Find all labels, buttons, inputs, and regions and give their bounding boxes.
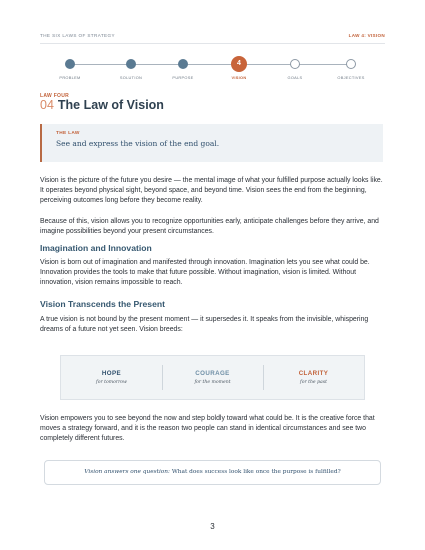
law-number: 04 [40,98,54,112]
breed-word: CLARITY [298,370,329,377]
section-heading: Vision Transcends the Present [40,299,165,309]
vision-breeds-panel [60,355,365,400]
step-dot-done [178,59,188,69]
step-label: PROBLEM [59,75,81,80]
header-divider [40,43,385,44]
step-problem [40,55,100,80]
callout-label: THE LAW [56,131,80,136]
step-purpose [153,55,213,80]
callout-text: See and express the vision of the end goal. [56,139,220,148]
book-title: THE SIX LAWS OF STRATEGY [40,32,115,38]
breed-subtitle: for the past [300,380,327,385]
breed-clarity [263,356,364,399]
section-label: LAW 4: VISION [348,32,385,38]
law-eyebrow: LAW FOUR [40,93,70,99]
paragraph: Vision is the picture of the future you desire — the mental image of what your fulfilled purpose actually looks like. It operates beyond physical sight, beyond space, and beyond time. Vision sees the end from the beginning, perceiving outcomes long before they become reality. [40,177,383,204]
question-lead: Vision answers one question: [84,469,170,475]
step-dot-done [126,59,136,69]
step-label: VISION [231,75,247,80]
law-title: The Law of Vision [57,98,164,112]
step-solution [101,55,161,80]
step-dot-done [65,59,75,69]
vision-question-box [44,460,381,485]
running-header [40,30,385,40]
step-dot-current: 4 [231,56,247,72]
section-heading: Imagination and Innovation [40,243,152,253]
breed-subtitle: for the moment [194,380,231,385]
law-callout [40,124,383,162]
step-label: SOLUTION [119,75,143,80]
paragraph: Vision is born out of imagination and manifested through innovation. Imagination lets you see what could be. Innovation provides the tools to make that future possible. Without imagination, vision is limited. Without innovation, vision remains impossible to reach. [40,259,370,286]
step-label: PURPOSE [172,75,194,80]
step-vision [209,55,269,80]
step-goals [265,55,325,80]
question-text: What does success look like once the purpose is fulfilled? [171,469,341,475]
step-dot-upcoming [346,59,356,69]
law-progress-tracker [58,55,367,85]
step-dot-upcoming [290,59,300,69]
breed-courage [162,356,263,399]
step-label: GOALS [287,75,303,80]
breed-hope [61,356,162,399]
page-number: 3 [210,522,215,531]
paragraph: Vision empowers you to see beyond the now and step boldly toward what could be. It is the creative force that moves a strategy forward, and it is the reason two people can stand in identical circumstances and see two completely different futures. [40,415,375,442]
page-title [40,98,164,112]
breed-word: HOPE [101,370,122,377]
paragraph: Because of this, vision allows you to recognize opportunities early, anticipate challenges before they arrive, and imagine possibilities beyond your present circumstances. [40,218,379,235]
step-label: OBJECTIVES [337,75,365,80]
paragraph: A true vision is not bound by the present moment — it supersedes it. It speaks from the invisible, whispering dreams of a future not yet seen. Vision breeds: [40,316,369,333]
breed-word: COURAGE [195,370,230,377]
step-objectives [321,55,381,80]
breed-subtitle: for tomorrow [96,380,127,385]
